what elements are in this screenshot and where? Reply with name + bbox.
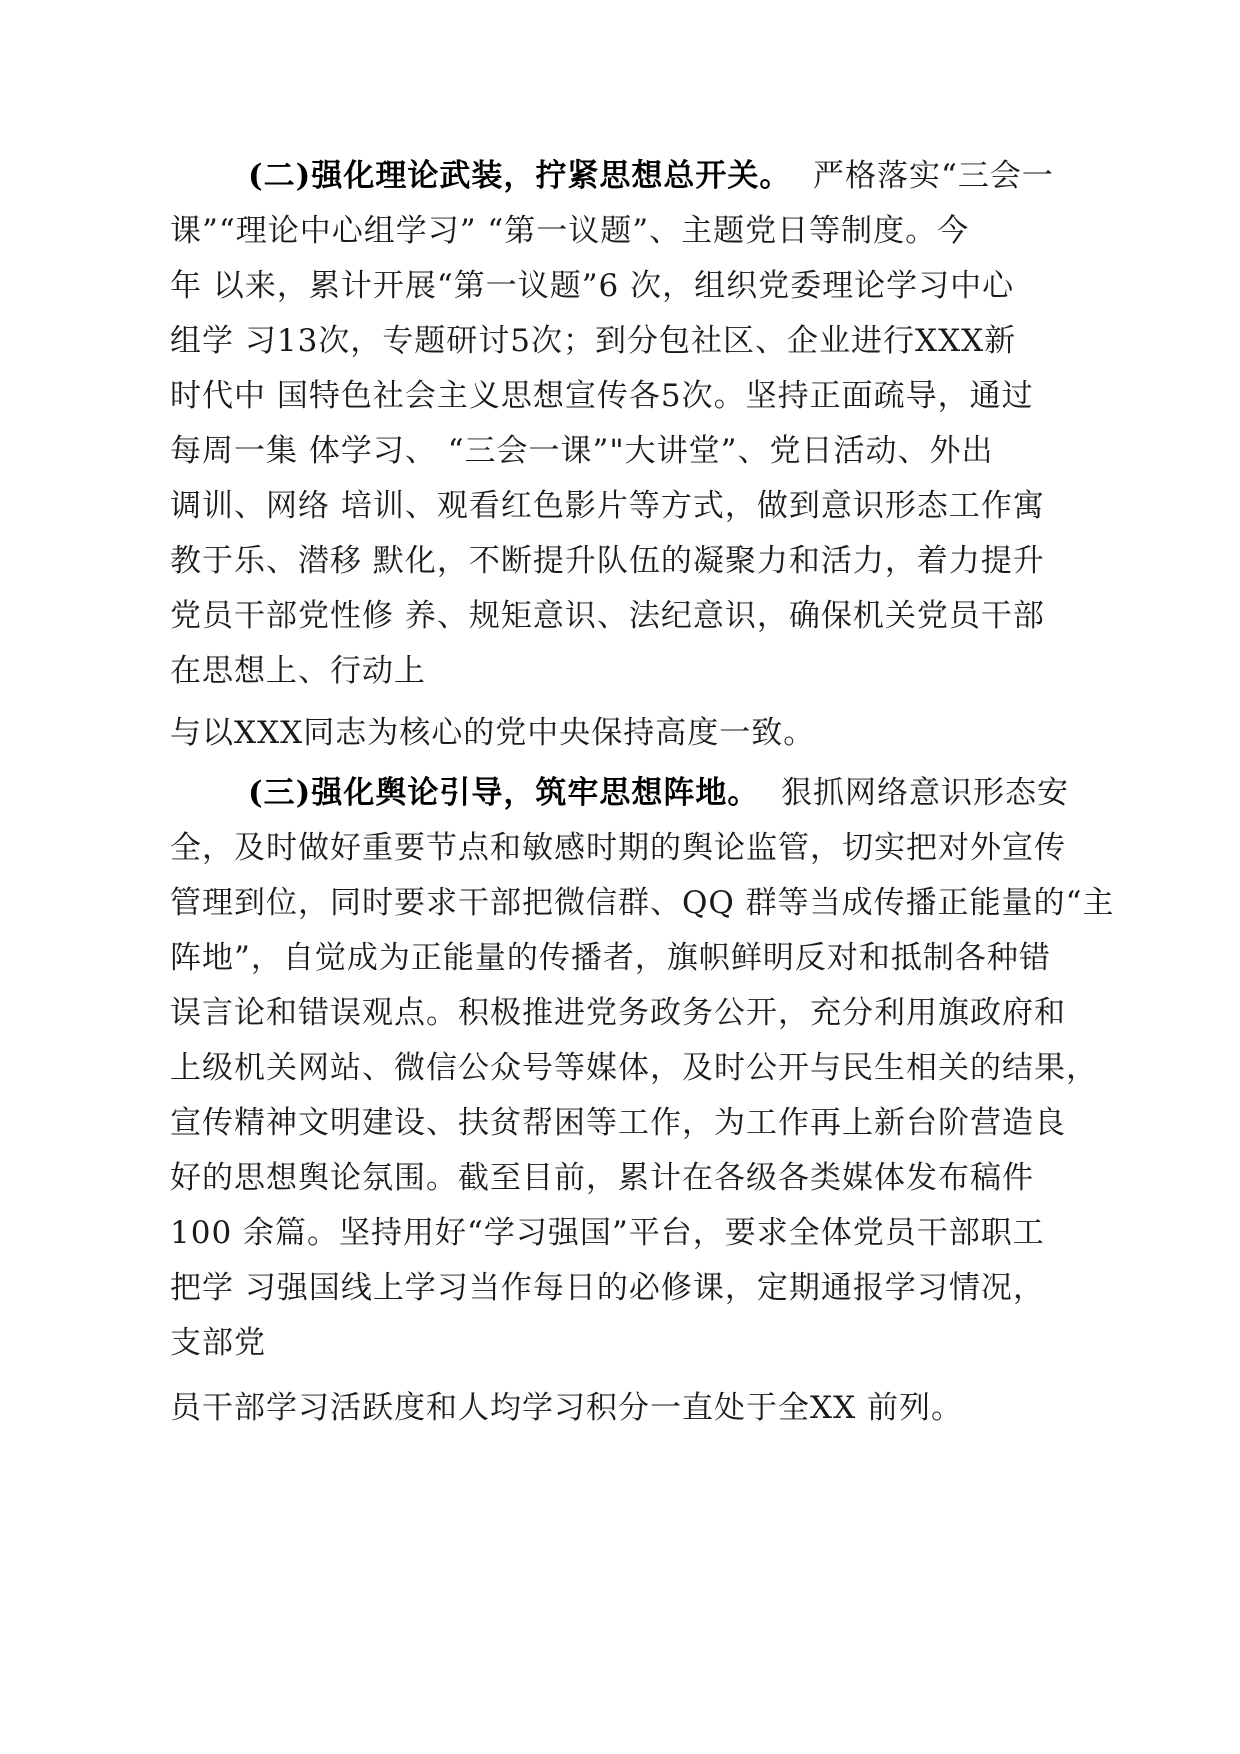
body-text-line: 教于乐、潜移 默化，不断提升队伍的凝聚力和活力，着力提升 bbox=[170, 543, 1045, 579]
body-text-line: 年 以来，累计开展“第一议题”6 次，组织党委理论学习中心 bbox=[170, 268, 1015, 304]
body-text-line: 每周一集 体学习、 “三会一课”"大讲堂”、党日活动、外出 bbox=[170, 433, 994, 469]
body-text-line: 把学 习强国线上学习当作每日的必修课，定期通报学习情况， bbox=[170, 1270, 1045, 1306]
body-text-line: 全，及时做好重要节点和敏感时期的舆论监管，切实把对外宣传 bbox=[170, 830, 1066, 866]
body-text-line: 宣传精神文明建设、扶贫帮困等工作，为工作再上新台阶营造良 bbox=[170, 1105, 1066, 1141]
body-text-line: 上级机关网站、微信公众号等媒体，及时公开与民生相关的结果， bbox=[170, 1050, 1098, 1086]
body-text-line: 调训、网络 培训、观看红色影片等方式，做到意识形态工作寓 bbox=[170, 488, 1045, 524]
body-text-line: 100 余篇。坚持用好“学习强国”平台，要求全体党员干部职工 bbox=[170, 1215, 1045, 1251]
body-text-line: 党员干部党性修 养、规矩意识、法纪意识，确保机关党员干部 bbox=[170, 598, 1045, 634]
body-text-line: 好的思想舆论氛围。截至目前，累计在各级各类媒体发布稿件 bbox=[170, 1160, 1034, 1196]
section-2-heading: (二)强化理论武装，拧紧思想总开关。 bbox=[248, 158, 792, 194]
section-3-first-line bbox=[248, 773, 1069, 813]
section-2-body-start: 严格落实“三会一 bbox=[791, 158, 1054, 194]
body-text-line: 在思想上、行动上 bbox=[170, 653, 426, 689]
body-text-line: 组学 习13次，专题研讨5次；到分包社区、企业进行XXX新 bbox=[170, 323, 1017, 359]
body-text-line: 误言论和错误观点。积极推进党务政务公开，充分利用旗政府和 bbox=[170, 995, 1066, 1031]
body-text-line: 员干部学习活跃度和人均学习积分一直处于全XX 前列。 bbox=[170, 1390, 963, 1426]
body-text-line: 阵地”，自觉成为正能量的传播者，旗帜鲜明反对和抵制各种错 bbox=[170, 940, 1051, 976]
body-text-line: 时代中 国特色社会主义思想宣传各5次。坚持正面疏导，通过 bbox=[170, 378, 1034, 414]
body-text-line: 与以XXX同志为核心的党中央保持高度一致。 bbox=[170, 715, 816, 751]
section-2-first-line bbox=[248, 156, 1054, 196]
section-3-body-start: 狠抓网络意识形态安 bbox=[759, 775, 1070, 811]
body-text-line: 支部党 bbox=[170, 1325, 266, 1361]
body-text-line: 管理到位，同时要求干部把微信群、QQ 群等当成传播正能量的“主 bbox=[170, 885, 1115, 921]
section-3-heading: (三)强化舆论引导，筑牢思想阵地。 bbox=[248, 775, 760, 811]
body-text-line: 课”“理论中心组学习” “第一议题”、主题党日等制度。今 bbox=[170, 213, 970, 249]
